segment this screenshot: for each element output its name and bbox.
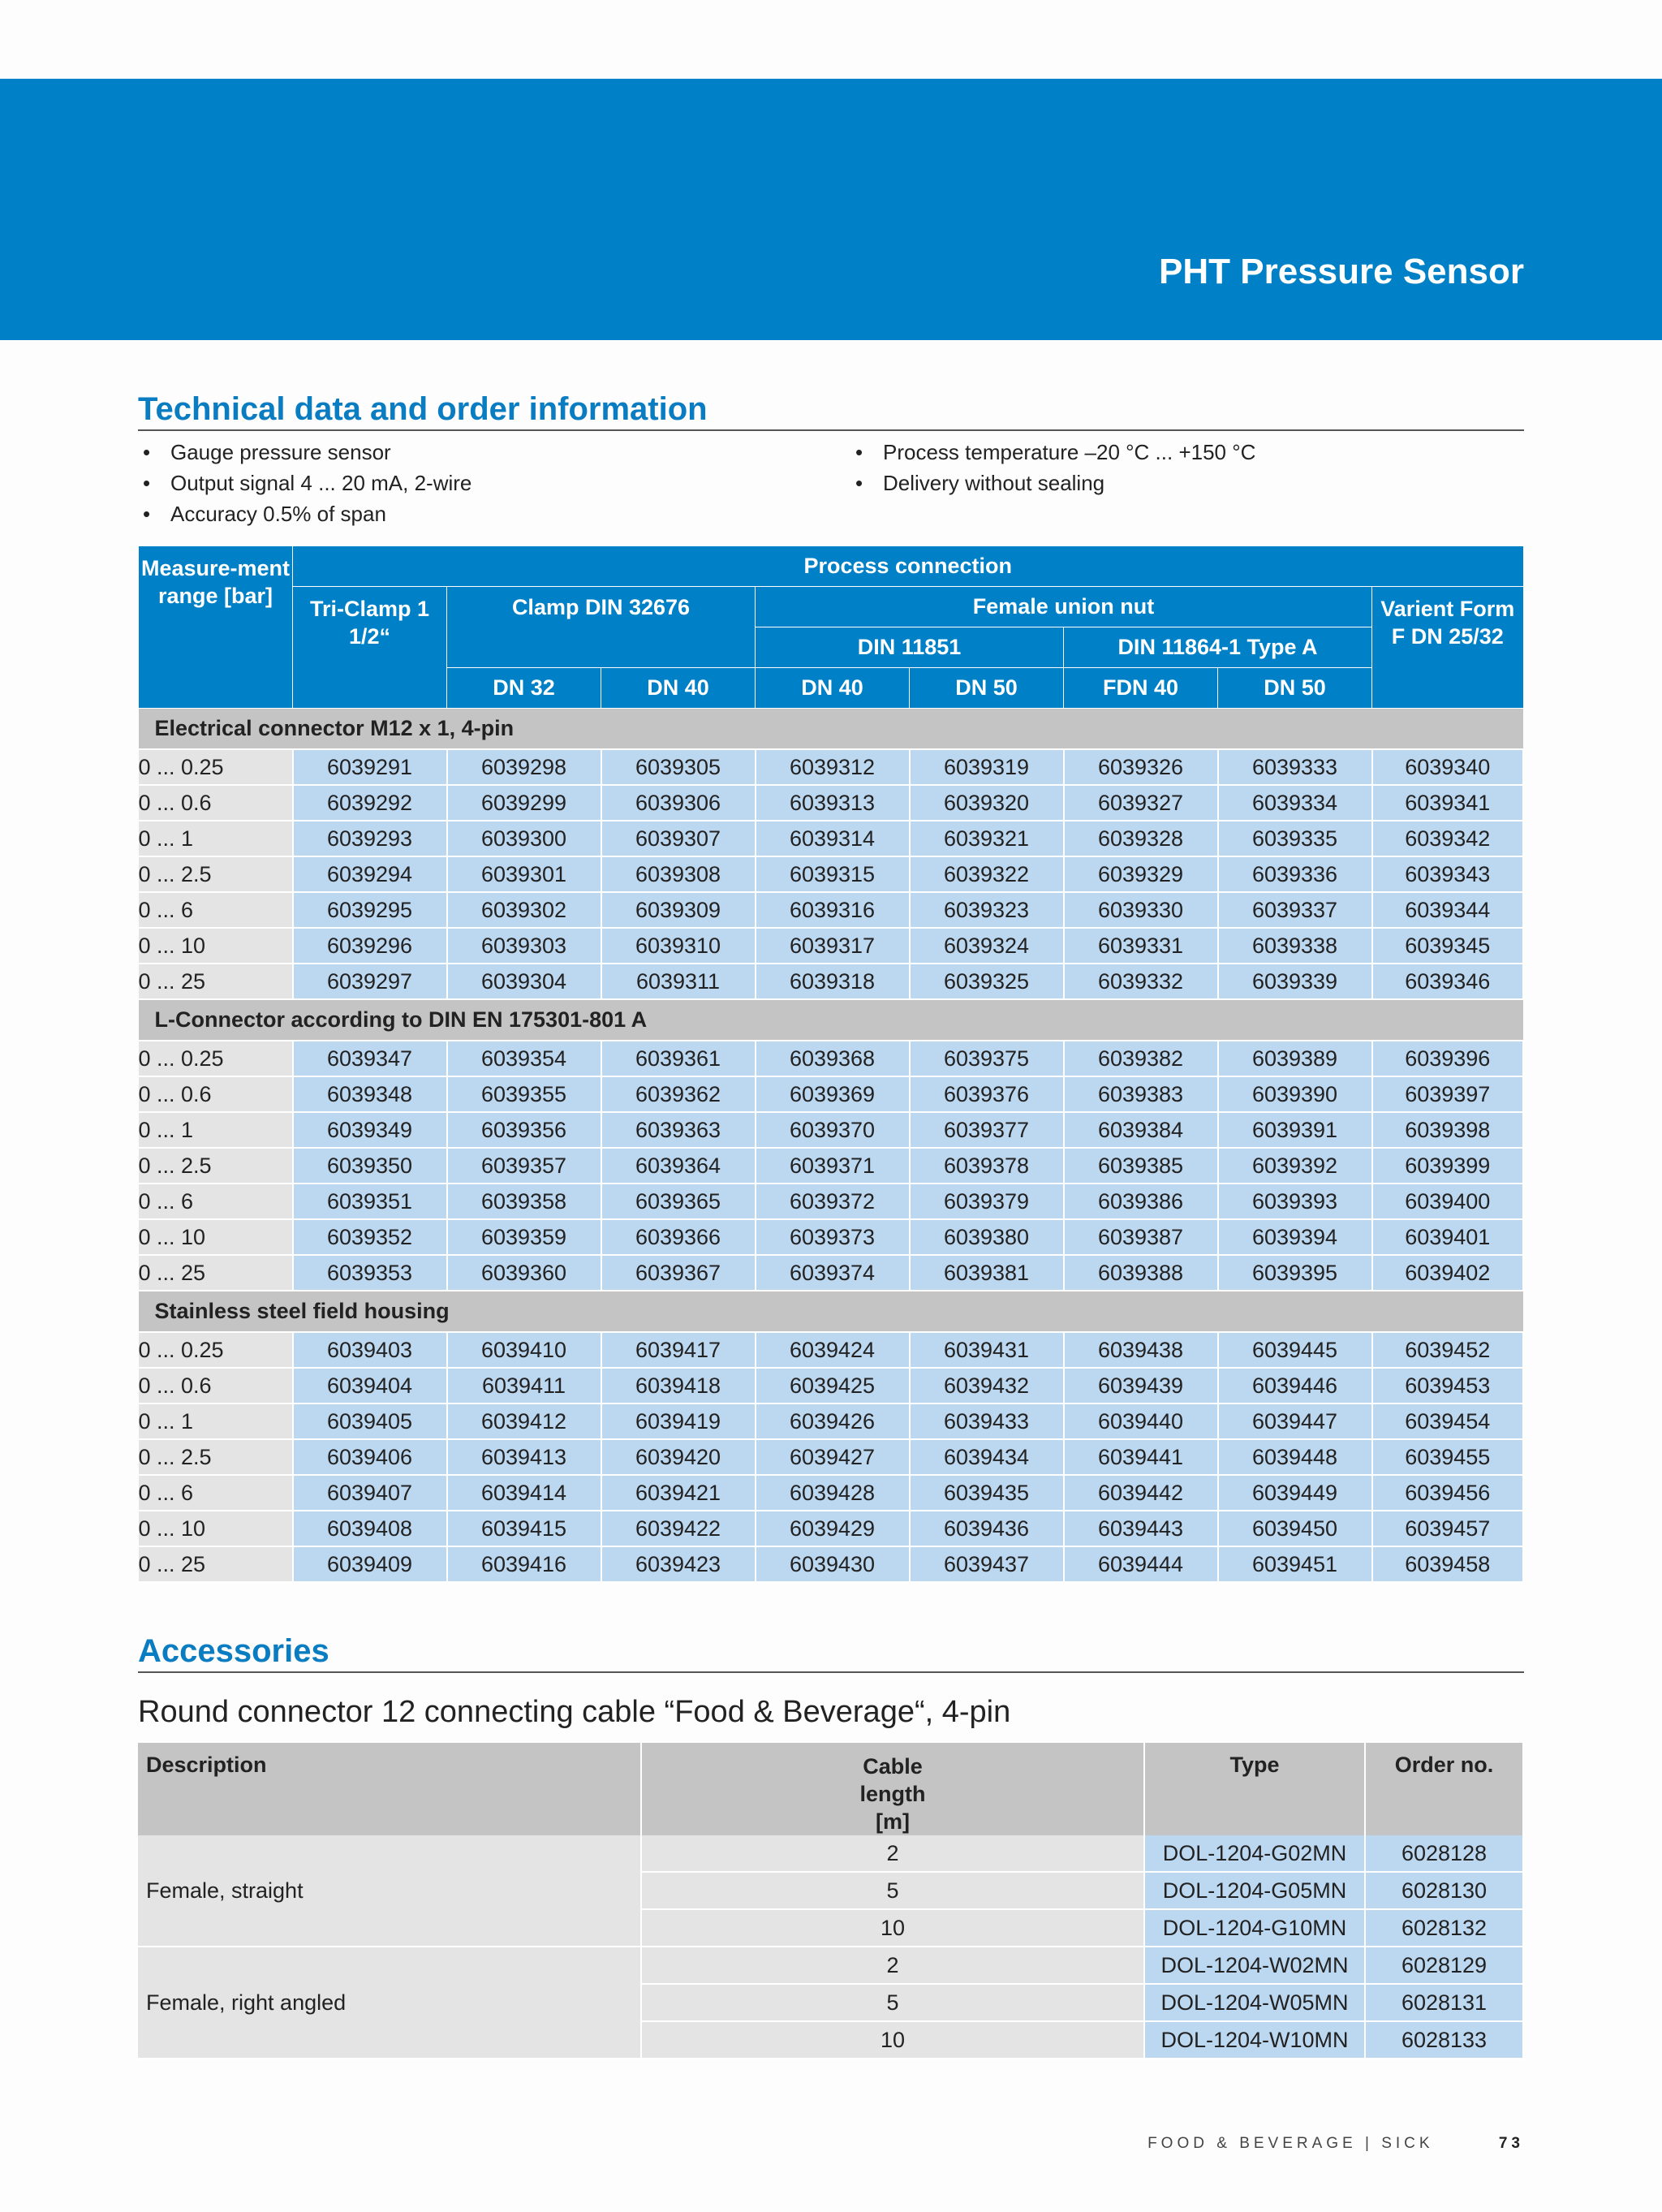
bullet-list-right (850, 437, 1255, 498)
type-code: DOL-1204-W02MN (1144, 1947, 1365, 1984)
order-number-cell: 6039387 (1064, 1219, 1218, 1255)
table-row (139, 785, 1524, 821)
order-number-cell: 6039295 (293, 892, 447, 928)
range-cell: 0 ... 25 (139, 964, 293, 999)
cable-length: 5 (641, 1872, 1144, 1909)
table-row (139, 1148, 1524, 1184)
header-din-11864: DIN 11864-1 Type A (1064, 627, 1372, 668)
order-number-cell: 6039419 (601, 1404, 756, 1439)
order-number-cell: 6039434 (910, 1439, 1064, 1475)
order-number-cell: 6039316 (756, 892, 910, 928)
order-number-cell: 6039319 (910, 749, 1064, 785)
range-cell: 0 ... 0.25 (139, 1332, 293, 1368)
order-number-cell: 6039408 (293, 1511, 447, 1546)
order-number-cell: 6039351 (293, 1184, 447, 1219)
table-row (139, 964, 1524, 999)
cable-length: 2 (641, 1835, 1144, 1872)
order-number-cell: 6039381 (910, 1255, 1064, 1291)
type-code: DOL-1204-G05MN (1144, 1872, 1365, 1909)
order-number-cell: 6039427 (756, 1439, 910, 1475)
cable-length: 10 (641, 2021, 1144, 2059)
order-number-cell: 6039293 (293, 821, 447, 856)
header-range: Measure-ment range [bar] (139, 546, 293, 709)
order-number-cell: 6039452 (1372, 1332, 1524, 1368)
range-cell: 0 ... 6 (139, 1184, 293, 1219)
order-number-cell: 6039307 (601, 821, 756, 856)
order-number-cell: 6039384 (1064, 1112, 1218, 1148)
acc-header-3: Order no. (1365, 1743, 1523, 1835)
order-number-cell: 6039346 (1372, 964, 1524, 999)
order-number-cell: 6039350 (293, 1148, 447, 1184)
order-number-cell: 6039311 (601, 964, 756, 999)
order-number-cell: 6039396 (1372, 1041, 1524, 1076)
order-number-cell: 6039338 (1218, 928, 1372, 964)
order-number-cell: 6039417 (601, 1332, 756, 1368)
order-number: 6028130 (1365, 1872, 1523, 1909)
order-number-cell: 6039352 (293, 1219, 447, 1255)
order-number-cell: 6039347 (293, 1041, 447, 1076)
order-number-cell: 6039334 (1218, 785, 1372, 821)
order-number-cell: 6039377 (910, 1112, 1064, 1148)
order-number-cell: 6039318 (756, 964, 910, 999)
order-number-cell: 6039403 (293, 1332, 447, 1368)
order-number-cell: 6039442 (1064, 1475, 1218, 1511)
order-number-cell: 6039383 (1064, 1076, 1218, 1112)
bullet-item: • Output signal 4 ... 20 mA, 2-wire (138, 468, 471, 498)
page-title: PHT Pressure Sensor (1159, 252, 1524, 291)
header-clamp: Clamp DIN 32676 (447, 587, 756, 668)
order-number-cell: 6039309 (601, 892, 756, 928)
order-number-cell: 6039404 (293, 1368, 447, 1404)
order-number-cell: 6039426 (756, 1404, 910, 1439)
order-number-cell: 6039393 (1218, 1184, 1372, 1219)
page-number: 73 (1498, 2135, 1524, 2152)
order-number-cell: 6039374 (756, 1255, 910, 1291)
page-footer (1147, 2135, 1524, 2153)
order-number-cell: 6039367 (601, 1255, 756, 1291)
section-title-accessories: Accessories (138, 1633, 329, 1669)
table-row (139, 1184, 1524, 1219)
order-number-cell: 6039411 (447, 1368, 601, 1404)
header-sub-4: FDN 40 (1064, 668, 1218, 709)
order-number-cell: 6039399 (1372, 1148, 1524, 1184)
header-female-union-nut: Female union nut (756, 587, 1372, 627)
type-code: DOL-1204-G10MN (1144, 1909, 1365, 1947)
table-row (139, 821, 1524, 856)
order-number-cell: 6039322 (910, 856, 1064, 892)
order-number-cell: 6039326 (1064, 749, 1218, 785)
range-cell: 0 ... 1 (139, 1112, 293, 1148)
order-number-cell: 6039355 (447, 1076, 601, 1112)
order-number-cell: 6039300 (447, 821, 601, 856)
order-number-cell: 6039398 (1372, 1112, 1524, 1148)
order-table (138, 545, 1524, 1583)
order-number-cell: 6039368 (756, 1041, 910, 1076)
type-code: DOL-1204-G02MN (1144, 1835, 1365, 1872)
order-number-cell: 6039375 (910, 1041, 1064, 1076)
order-number-cell: 6039424 (756, 1332, 910, 1368)
order-number-cell: 6039291 (293, 749, 447, 785)
order-number-cell: 6039361 (601, 1041, 756, 1076)
order-number-cell: 6039413 (447, 1439, 601, 1475)
header-sub-0: DN 32 (447, 668, 601, 709)
order-number-cell: 6039406 (293, 1439, 447, 1475)
order-number-cell: 6039359 (447, 1219, 601, 1255)
bullet-item: • Accuracy 0.5% of span (138, 498, 471, 529)
acc-header-2: Type (1144, 1743, 1365, 1835)
order-number-cell: 6039446 (1218, 1368, 1372, 1404)
order-number-cell: 6039435 (910, 1475, 1064, 1511)
range-cell: 0 ... 0.6 (139, 1076, 293, 1112)
order-number-cell: 6039397 (1372, 1076, 1524, 1112)
order-number-cell: 6039395 (1218, 1255, 1372, 1291)
bullet-item: • Process temperature –20 °C ... +150 °C (850, 437, 1255, 468)
order-number-cell: 6039372 (756, 1184, 910, 1219)
order-number-cell: 6039333 (1218, 749, 1372, 785)
table-row (139, 1546, 1524, 1582)
header-banner (0, 79, 1662, 340)
order-number-cell: 6039414 (447, 1475, 601, 1511)
footer-text: FOOD & BEVERAGE | SICK (1147, 2135, 1434, 2152)
order-number-cell: 6039298 (447, 749, 601, 785)
order-number-cell: 6039358 (447, 1184, 601, 1219)
order-number-cell: 6039323 (910, 892, 1064, 928)
order-number: 6028132 (1365, 1909, 1523, 1947)
order-number-cell: 6039354 (447, 1041, 601, 1076)
bullet-item: • Delivery without sealing (850, 468, 1255, 498)
order-number-cell: 6039301 (447, 856, 601, 892)
range-cell: 0 ... 2.5 (139, 1148, 293, 1184)
group-row (139, 999, 1524, 1041)
order-number-cell: 6039429 (756, 1511, 910, 1546)
order-number-cell: 6039386 (1064, 1184, 1218, 1219)
range-cell: 0 ... 10 (139, 1219, 293, 1255)
order-number-cell: 6039379 (910, 1184, 1064, 1219)
order-number-cell: 6039447 (1218, 1404, 1372, 1439)
table-row (139, 1219, 1524, 1255)
order-number-cell: 6039394 (1218, 1219, 1372, 1255)
order-number-cell: 6039400 (1372, 1184, 1524, 1219)
range-cell: 0 ... 0.25 (139, 1041, 293, 1076)
table-row (139, 1041, 1524, 1076)
order-number-cell: 6039336 (1218, 856, 1372, 892)
accessories-subtitle: Round connector 12 connecting cable “Food & Beverage“, 4-pin (138, 1695, 1011, 1729)
order-number-cell: 6039454 (1372, 1404, 1524, 1439)
type-code: DOL-1204-W05MN (1144, 1984, 1365, 2021)
order-number-cell: 6039296 (293, 928, 447, 964)
order-number-cell: 6039407 (293, 1475, 447, 1511)
section-title-technical: Technical data and order information (138, 391, 708, 427)
range-cell: 0 ... 0.6 (139, 785, 293, 821)
order-number-cell: 6039297 (293, 964, 447, 999)
order-number-cell: 6039425 (756, 1368, 910, 1404)
order-number-cell: 6039445 (1218, 1332, 1372, 1368)
section-divider (138, 429, 1524, 431)
range-cell: 0 ... 6 (139, 1475, 293, 1511)
order-number-cell: 6039444 (1064, 1546, 1218, 1582)
order-number-cell: 6039432 (910, 1368, 1064, 1404)
order-number-cell: 6039441 (1064, 1439, 1218, 1475)
range-cell: 0 ... 1 (139, 1404, 293, 1439)
cable-length: 10 (641, 1909, 1144, 1947)
order-number-cell: 6039455 (1372, 1439, 1524, 1475)
table-row (138, 1947, 1523, 1984)
order-number-cell: 6039409 (293, 1546, 447, 1582)
order-number-cell: 6039304 (447, 964, 601, 999)
table-row (139, 856, 1524, 892)
table-row (139, 1332, 1524, 1368)
order-number-cell: 6039292 (293, 785, 447, 821)
order-number-cell: 6039349 (293, 1112, 447, 1148)
order-number-cell: 6039314 (756, 821, 910, 856)
order-number-cell: 6039342 (1372, 821, 1524, 856)
order-number-cell: 6039428 (756, 1475, 910, 1511)
order-number-cell: 6039345 (1372, 928, 1524, 964)
order-number-cell: 6039456 (1372, 1475, 1524, 1511)
table-row (139, 1076, 1524, 1112)
order-number-cell: 6039325 (910, 964, 1064, 999)
group-row (139, 1291, 1524, 1332)
order-number-cell: 6039364 (601, 1148, 756, 1184)
order-number-cell: 6039415 (447, 1511, 601, 1546)
order-number-cell: 6039317 (756, 928, 910, 964)
range-cell: 0 ... 2.5 (139, 1439, 293, 1475)
order-number-cell: 6039308 (601, 856, 756, 892)
table-row (139, 892, 1524, 928)
order-number-cell: 6039405 (293, 1404, 447, 1439)
order-number: 6028129 (1365, 1947, 1523, 1984)
order-number-cell: 6039365 (601, 1184, 756, 1219)
header-sub-1: DN 40 (601, 668, 756, 709)
section-divider (138, 1671, 1524, 1673)
order-number-cell: 6039373 (756, 1219, 910, 1255)
range-cell: 0 ... 1 (139, 821, 293, 856)
order-number-cell: 6039431 (910, 1332, 1064, 1368)
table-row (139, 928, 1524, 964)
order-number-cell: 6039343 (1372, 856, 1524, 892)
order-number-cell: 6039433 (910, 1404, 1064, 1439)
order-number-cell: 6039344 (1372, 892, 1524, 928)
order-number-cell: 6039438 (1064, 1332, 1218, 1368)
order-number-cell: 6039360 (447, 1255, 601, 1291)
order-number-cell: 6039416 (447, 1546, 601, 1582)
order-number-cell: 6039376 (910, 1076, 1064, 1112)
table-row (139, 1112, 1524, 1148)
order-number-cell: 6039378 (910, 1148, 1064, 1184)
order-number-cell: 6039390 (1218, 1076, 1372, 1112)
order-number-cell: 6039348 (293, 1076, 447, 1112)
order-number-cell: 6039423 (601, 1546, 756, 1582)
order-number-cell: 6039353 (293, 1255, 447, 1291)
header-tri-clamp: Tri-Clamp 1 1/2“ (293, 587, 447, 709)
group-row (139, 709, 1524, 750)
order-number-cell: 6039362 (601, 1076, 756, 1112)
order-number-cell: 6039339 (1218, 964, 1372, 999)
order-number-cell: 6039330 (1064, 892, 1218, 928)
order-number-cell: 6039320 (910, 785, 1064, 821)
range-cell: 0 ... 0.6 (139, 1368, 293, 1404)
group-title: L-Connector according to DIN EN 175301-801 A (139, 999, 1524, 1041)
header-sub-5: DN 50 (1218, 668, 1372, 709)
order-number-cell: 6039422 (601, 1511, 756, 1546)
header-din-11851: DIN 11851 (756, 627, 1064, 668)
order-number-cell: 6039340 (1372, 749, 1524, 785)
order-number-cell: 6039305 (601, 749, 756, 785)
order-number-cell: 6039430 (756, 1546, 910, 1582)
order-number-cell: 6039315 (756, 856, 910, 892)
order-number-cell: 6039332 (1064, 964, 1218, 999)
order-number-cell: 6039418 (601, 1368, 756, 1404)
order-number-cell: 6039391 (1218, 1112, 1372, 1148)
order-number-cell: 6039306 (601, 785, 756, 821)
table-row (139, 1439, 1524, 1475)
order-number-cell: 6039420 (601, 1439, 756, 1475)
acc-header-1: Cable length [m] (641, 1743, 1144, 1835)
order-number-cell: 6039369 (756, 1076, 910, 1112)
table-row (139, 1368, 1524, 1404)
order-number-cell: 6039448 (1218, 1439, 1372, 1475)
order-number-cell: 6039299 (447, 785, 601, 821)
order-number-cell: 6039356 (447, 1112, 601, 1148)
order-number-cell: 6039389 (1218, 1041, 1372, 1076)
order-number-cell: 6039302 (447, 892, 601, 928)
order-number-cell: 6039329 (1064, 856, 1218, 892)
order-number-cell: 6039458 (1372, 1546, 1524, 1582)
cable-length: 5 (641, 1984, 1144, 2021)
range-cell: 0 ... 10 (139, 1511, 293, 1546)
order-number-cell: 6039371 (756, 1148, 910, 1184)
order-number-cell: 6039370 (756, 1112, 910, 1148)
order-number-cell: 6039312 (756, 749, 910, 785)
range-cell: 0 ... 6 (139, 892, 293, 928)
table-row (139, 1511, 1524, 1546)
range-cell: 0 ... 25 (139, 1546, 293, 1582)
order-number-cell: 6039303 (447, 928, 601, 964)
order-number-cell: 6039421 (601, 1475, 756, 1511)
order-number-cell: 6039436 (910, 1511, 1064, 1546)
range-cell: 0 ... 2.5 (139, 856, 293, 892)
order-number-cell: 6039382 (1064, 1041, 1218, 1076)
group-title: Electrical connector M12 x 1, 4-pin (139, 709, 1524, 750)
order-number-cell: 6039453 (1372, 1368, 1524, 1404)
order-number-cell: 6039412 (447, 1404, 601, 1439)
order-number-cell: 6039366 (601, 1219, 756, 1255)
order-number-cell: 6039437 (910, 1546, 1064, 1582)
order-number-cell: 6039335 (1218, 821, 1372, 856)
order-number-cell: 6039321 (910, 821, 1064, 856)
order-number-cell: 6039392 (1218, 1148, 1372, 1184)
acc-header-0: Description (138, 1743, 641, 1835)
bullet-list-left (138, 437, 471, 529)
order-number: 6028131 (1365, 1984, 1523, 2021)
header-sub-3: DN 50 (910, 668, 1064, 709)
order-number-cell: 6039324 (910, 928, 1064, 964)
header-varient: Varient Form F DN 25/32 (1372, 587, 1524, 709)
order-number-cell: 6039439 (1064, 1368, 1218, 1404)
range-cell: 0 ... 25 (139, 1255, 293, 1291)
order-number-cell: 6039385 (1064, 1148, 1218, 1184)
order-number-cell: 6039310 (601, 928, 756, 964)
acc-description: Female, straight (138, 1835, 641, 1947)
order-number-cell: 6039331 (1064, 928, 1218, 964)
order-number-cell: 6039410 (447, 1332, 601, 1368)
acc-description: Female, right angled (138, 1947, 641, 2059)
table-row (139, 1255, 1524, 1291)
order-number-cell: 6039327 (1064, 785, 1218, 821)
type-code: DOL-1204-W10MN (1144, 2021, 1365, 2059)
order-number-cell: 6039443 (1064, 1511, 1218, 1546)
order-number-cell: 6039357 (447, 1148, 601, 1184)
order-number-cell: 6039440 (1064, 1404, 1218, 1439)
order-number-cell: 6039337 (1218, 892, 1372, 928)
order-number-cell: 6039401 (1372, 1219, 1524, 1255)
bullet-item: • Gauge pressure sensor (138, 437, 471, 468)
order-number-cell: 6039380 (910, 1219, 1064, 1255)
table-row (139, 1475, 1524, 1511)
order-number-cell: 6039363 (601, 1112, 756, 1148)
order-number: 6028133 (1365, 2021, 1523, 2059)
range-cell: 0 ... 0.25 (139, 749, 293, 785)
table-row (139, 1404, 1524, 1439)
order-number-cell: 6039388 (1064, 1255, 1218, 1291)
group-title: Stainless steel field housing (139, 1291, 1524, 1332)
header-process-connection: Process connection (293, 546, 1524, 587)
accessories-table (138, 1743, 1524, 2059)
table-row (139, 749, 1524, 785)
header-sub-2: DN 40 (756, 668, 910, 709)
order-number: 6028128 (1365, 1835, 1523, 1872)
order-number-cell: 6039294 (293, 856, 447, 892)
order-number-cell: 6039341 (1372, 785, 1524, 821)
order-number-cell: 6039313 (756, 785, 910, 821)
order-number-cell: 6039402 (1372, 1255, 1524, 1291)
table-row (138, 1835, 1523, 1872)
order-number-cell: 6039450 (1218, 1511, 1372, 1546)
order-number-cell: 6039449 (1218, 1475, 1372, 1511)
order-number-cell: 6039451 (1218, 1546, 1372, 1582)
range-cell: 0 ... 10 (139, 928, 293, 964)
order-number-cell: 6039328 (1064, 821, 1218, 856)
cable-length: 2 (641, 1947, 1144, 1984)
order-number-cell: 6039457 (1372, 1511, 1524, 1546)
